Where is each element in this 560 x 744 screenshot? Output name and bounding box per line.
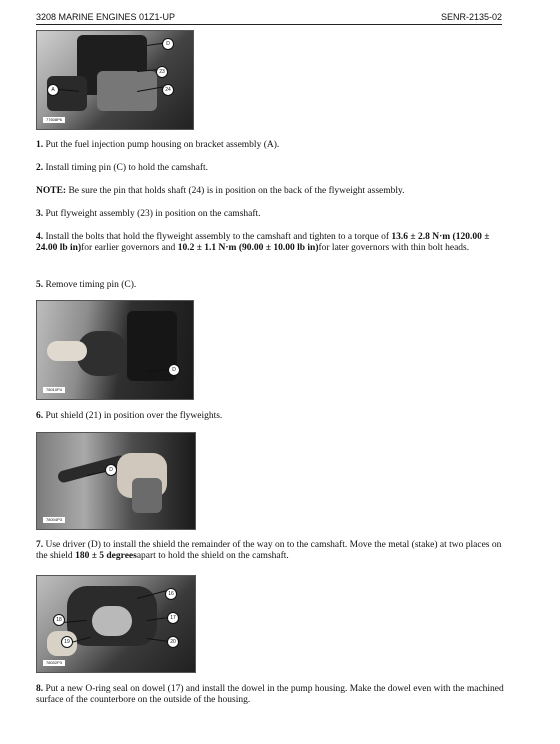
- figure-2-callout-d: D: [168, 364, 180, 376]
- step-8: 8. Put a new O-ring seal on dowel (17) and install the dowel in the pump housing. Make the dowel even with the machined surface of the counterbore on the outside of the housing.: [36, 684, 504, 705]
- step-1: 1. Put the fuel injection pump housing on bracket assembly (A).: [36, 140, 280, 150]
- page-header: [36, 11, 502, 25]
- step-5: 5. Remove timing pin (C).: [36, 280, 137, 290]
- header-manual-title: 3208 MARINE ENGINES 01Z1-UP: [36, 12, 176, 22]
- figure-4-callout-20: 20: [167, 636, 179, 648]
- figure-4-tag: 78002P3: [43, 660, 65, 666]
- figure-4-callout-16: 16: [165, 588, 177, 600]
- figure-1-callout-23: 23: [156, 66, 168, 78]
- figure-1-callout-d: D: [162, 38, 174, 50]
- figure-3-photo: [36, 432, 196, 530]
- figure-4-callout-19: 19: [61, 636, 73, 648]
- figure-2-photo: [36, 300, 194, 400]
- figure-4-photo: [36, 575, 196, 673]
- figure-1-tag: 77608P6: [43, 117, 65, 123]
- figure-3-callout-d: D: [105, 464, 117, 476]
- step-2: 2. Install timing pin (C) to hold the camshaft.: [36, 163, 209, 173]
- figure-4-callout-18: 18: [53, 614, 65, 626]
- figure-1-callout-a: A: [47, 84, 59, 96]
- figure-4-callout-17: 17: [167, 612, 179, 624]
- figure-1-callout-24: 24: [162, 84, 174, 96]
- step-4: 4. Install the bolts that hold the flyweight assembly to the camshaft and tighten to a torque of 13.6 ± 2.8 N·m (120.00 ± 24.00 lb in)for earlier governors and 10.2 ± 1.1 N·m (90.00 ± 10.00 lb in)for later governors with thin bolt heads.: [36, 232, 490, 253]
- figure-1-photo: [36, 30, 194, 130]
- figure-3-tag: 78004P3: [43, 517, 65, 523]
- step-3: 3. Put flyweight assembly (23) in position on the camshaft.: [36, 209, 261, 219]
- figure-2-tag: 78010P4: [43, 387, 65, 393]
- step-7: 7. Use driver (D) to install the shield the remainder of the way on to the camshaft. Move the metal (stake) at two places on the shield 180 ± 5 degreesapart to hold the shield on the camshaft.: [36, 540, 502, 561]
- note: NOTE: Be sure the pin that holds shaft (24) is in position on the back of the flyweight assembly.: [36, 186, 405, 196]
- header-doc-number: SENR-2135-02: [440, 12, 502, 22]
- step-6: 6. Put shield (21) in position over the flyweights.: [36, 411, 223, 421]
